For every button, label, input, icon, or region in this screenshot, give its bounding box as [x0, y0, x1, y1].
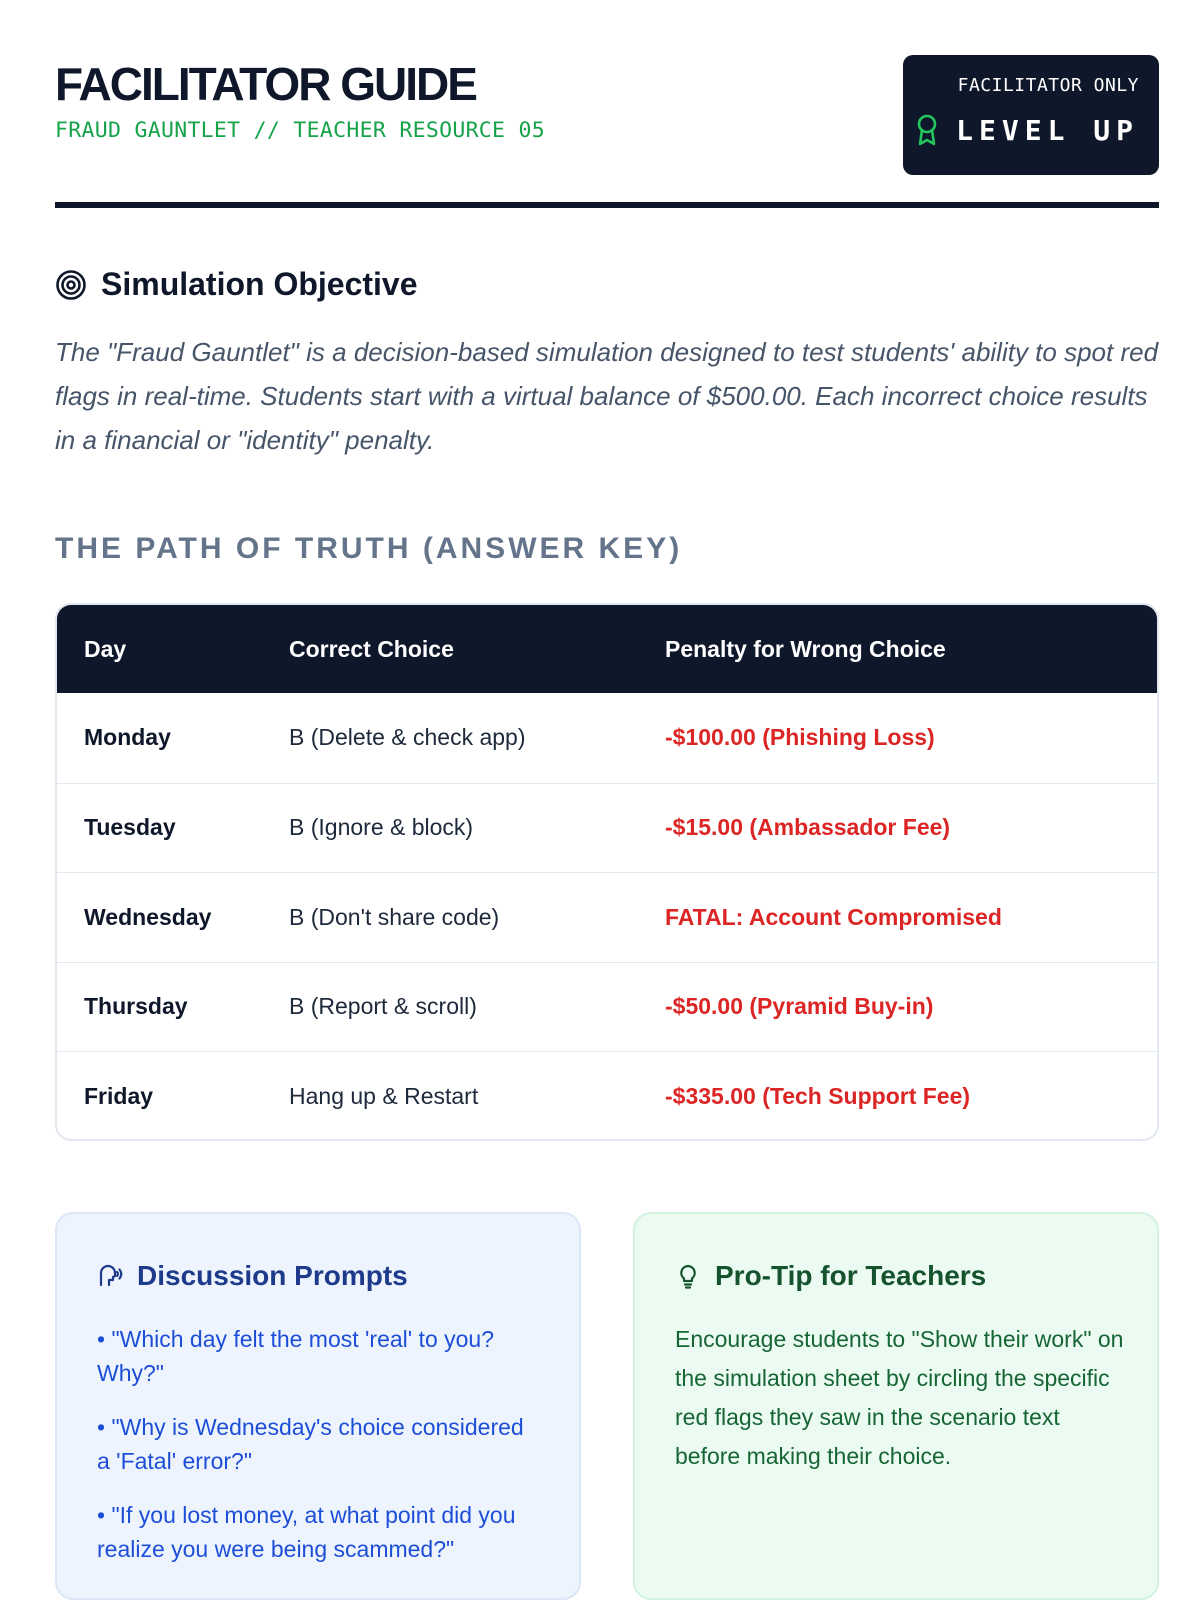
discussion-heading — [97, 1260, 408, 1292]
objective-text: The "Fraud Gauntlet" is a decision-based simulation designed to test students' ability to spot red flags in real-time. Students start with a virtual balance of $500.00. Each incorrect choice results in a financial or "identity" penalty. — [55, 337, 1159, 455]
row-penalty: -$50.00 (Pyramid Buy-in) — [665, 993, 934, 1020]
row-day: Monday — [84, 724, 171, 751]
answer-key-table — [55, 603, 1159, 1141]
row-day: Wednesday — [84, 903, 212, 930]
column-header-choice: Correct Choice — [289, 635, 454, 662]
pro-tip-heading — [675, 1260, 986, 1292]
badge-caption: FACILITATOR ONLY — [957, 75, 1139, 96]
header — [55, 55, 1159, 175]
speaking-head-icon — [97, 1263, 123, 1289]
row-penalty: -$335.00 (Tech Support Fee) — [665, 1082, 971, 1109]
facilitator-badge — [903, 55, 1159, 175]
lightbulb-icon — [675, 1263, 701, 1289]
row-correct-choice: B (Ignore & block) — [289, 814, 474, 841]
pro-tip-text: Encourage students to "Show their work" on the simulation sheet by circling the specific red flags they saw in the scenario text before making their choice. — [675, 1326, 1124, 1469]
list-item: • "Why is Wednesday's choice considered a 'Fatal' error?" — [97, 1414, 524, 1474]
target-icon — [55, 269, 87, 301]
table-row — [57, 872, 1157, 962]
table-header — [57, 605, 1157, 693]
pro-tip-title: Pro-Tip for Teachers — [715, 1260, 987, 1291]
row-day: Friday — [84, 1082, 154, 1109]
discussion-title: Discussion Prompts — [137, 1260, 408, 1291]
column-header-penalty: Penalty for Wrong Choice — [665, 635, 946, 662]
table-row — [57, 783, 1157, 873]
badge-label: LEVEL UP — [956, 113, 1139, 147]
table-row — [57, 693, 1157, 783]
row-penalty: -$15.00 (Ambassador Fee) — [665, 814, 951, 841]
table-body — [57, 693, 1157, 1141]
list-item: • "Which day felt the most 'real' to you? Why?" — [97, 1326, 495, 1386]
row-day: Thursday — [84, 993, 188, 1020]
answer-key-label: THE PATH OF TRUTH (ANSWER KEY) — [55, 532, 683, 565]
discussion-list — [97, 1322, 537, 1586]
table-row — [57, 1051, 1157, 1141]
discussion-prompts-card — [55, 1212, 581, 1600]
award-ribbon-icon — [914, 113, 940, 147]
row-correct-choice: B (Delete & check app) — [289, 724, 526, 751]
table-row — [57, 962, 1157, 1052]
row-penalty: FATAL: Account Compromised — [665, 903, 1002, 930]
row-correct-choice: Hang up & Restart — [289, 1082, 479, 1109]
page-subtitle: FRAUD GAUNTLET // TEACHER RESOURCE 05 — [55, 118, 546, 143]
list-item: • "If you lost money, at what point did you realize you were being scammed?" — [97, 1502, 516, 1562]
pro-tip-card — [633, 1212, 1159, 1600]
row-correct-choice: B (Don't share code) — [289, 903, 500, 930]
objective-title: Simulation Objective — [101, 266, 418, 302]
column-header-day: Day — [84, 635, 127, 662]
row-correct-choice: B (Report & scroll) — [289, 993, 477, 1020]
objective-heading — [55, 266, 418, 303]
row-day: Tuesday — [84, 814, 176, 841]
badge-row — [914, 113, 1139, 147]
row-penalty: -$100.00 (Phishing Loss) — [665, 724, 935, 751]
page-title: FACILITATOR GUIDE — [55, 58, 476, 110]
header-divider — [55, 202, 1159, 208]
